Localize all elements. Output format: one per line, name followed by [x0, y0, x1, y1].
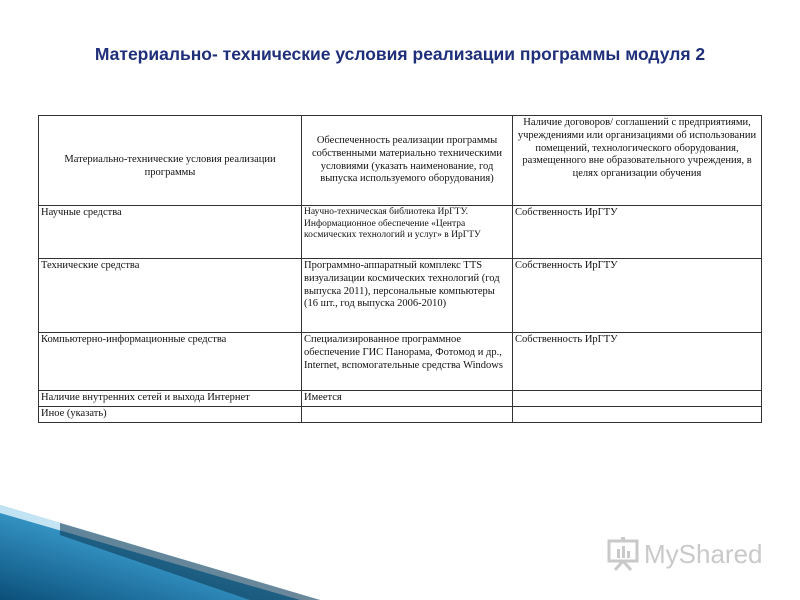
slide-title: Материально- технические условия реализации программы модуля 2 [94, 44, 706, 64]
row-agreement: Собственность ИрГТУ [513, 259, 762, 333]
conditions-table [38, 115, 762, 423]
row-provision: Имеется [302, 391, 513, 407]
header-cell-agreements: Наличие договоров/ соглашений с предприятиями, учреждениями или организациями об использовании помещений, технологического оборудования, размещенного вне образовательного учреждения, в целях организации обучения [513, 116, 762, 206]
row-label: Научные средства [39, 206, 302, 259]
row-label: Иное (указать) [39, 406, 302, 422]
table-row [39, 406, 762, 422]
table-header-row [39, 116, 762, 206]
row-provision: Программно-аппаратный комплекс TTS визуализации космических технологий (год выпуска 2011), персональные компьютеры (16 шт., год выпуска 2006-2010) [302, 259, 513, 333]
row-label: Компьютерно-информационные средства [39, 333, 302, 391]
row-label: Технические средства [39, 259, 302, 333]
header-cell-conditions: Материально-технические условия реализации программы [39, 116, 302, 206]
row-agreement [513, 406, 762, 422]
presentation-board-icon [607, 537, 639, 571]
table-row [39, 333, 762, 391]
watermark-logo [607, 536, 763, 572]
table-row [39, 259, 762, 333]
decorative-corner-swoosh [0, 505, 320, 600]
row-agreement: Собственность ИрГТУ [513, 333, 762, 391]
watermark-text: MyShared [644, 538, 763, 569]
row-agreement [513, 391, 762, 407]
row-provision [302, 406, 513, 422]
row-provision: Специализированное программное обеспечение ГИС Панорама, Фотомод и др., Internet, вспомогательные средства Windows [302, 333, 513, 391]
table-row [39, 391, 762, 407]
table-row [39, 206, 762, 259]
header-cell-provision: Обеспеченность реализации программы собственными материально техническими условиями (указать наименование, год выпуска используемого оборудования) [302, 116, 513, 206]
row-label: Наличие внутренних сетей и выхода Интернет [39, 391, 302, 407]
row-agreement: Собственность ИрГТУ [513, 206, 762, 259]
row-provision: Научно-техническая библиотека ИрГТУ. Информационное обеспечение «Центра космических технологий и услуг» в ИрГТУ [302, 206, 513, 259]
